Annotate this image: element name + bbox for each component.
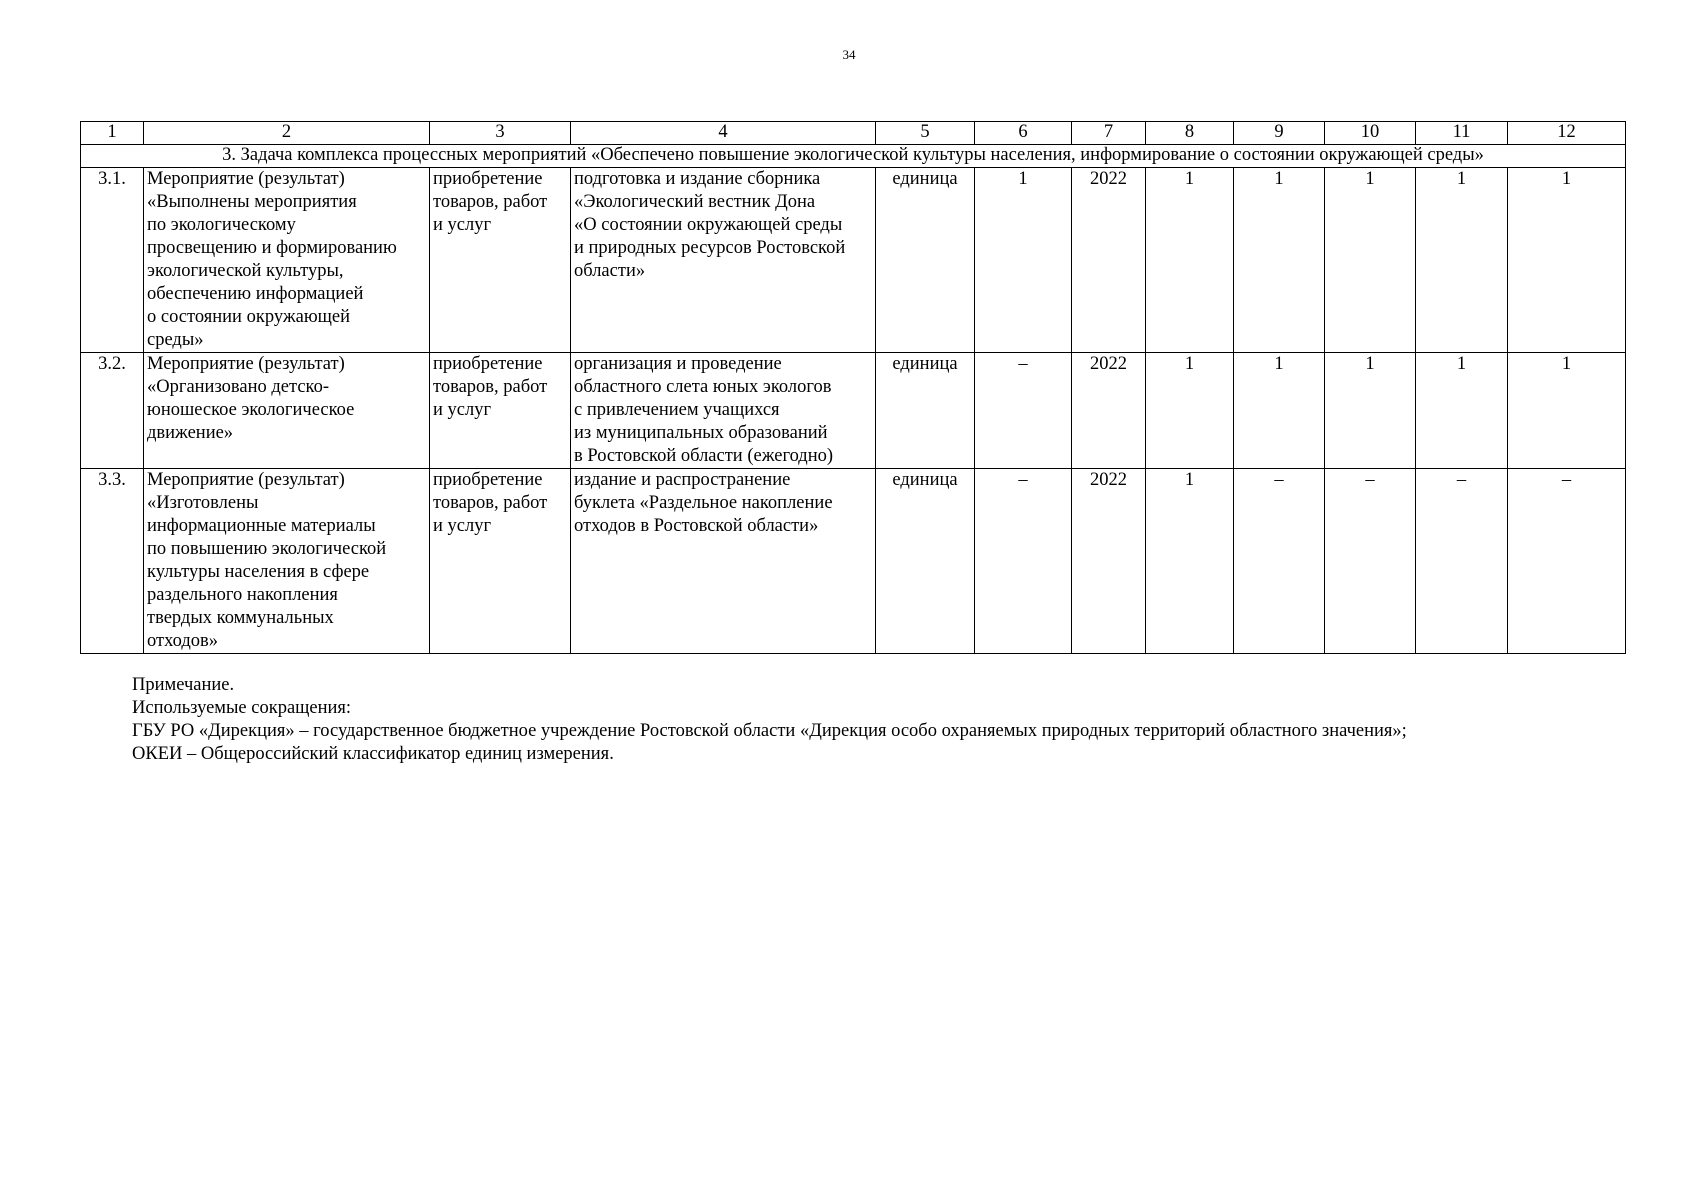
column-header: 4 (571, 122, 876, 145)
column-header: 10 (1325, 122, 1416, 145)
activities-table (80, 121, 1626, 654)
unit-cell: единица (876, 353, 975, 469)
footnote (132, 674, 1407, 766)
activity-name: Мероприятие (результат) «Изготовлены информационные материалы по повышению экологической культуры населения в сфере раздельного накопления твердых коммунальных отходов» (144, 469, 430, 654)
activity-name: Мероприятие (результат) «Выполнены мероприятия по экологическому просвещению и формированию экологической культуры, обеспечению информацией о состоянии окружающей среды» (144, 168, 430, 353)
column-header: 8 (1146, 122, 1234, 145)
value-cell: – (975, 353, 1072, 469)
activity-description: издание и распространение буклета «Раздельное накопление отходов в Ростовской области» (571, 469, 876, 654)
activity-type: приобретение товаров, работ и услуг (430, 168, 571, 353)
year-cell: 2022 (1072, 353, 1146, 469)
table-row (81, 469, 1626, 654)
table-row (81, 353, 1626, 469)
column-number-row (81, 122, 1626, 145)
unit-cell: единица (876, 469, 975, 654)
year-cell: 2022 (1072, 469, 1146, 654)
section-title: 3. Задача комплекса процессных мероприятий «Обеспечено повышение экологической культуры населения, информирование о состоянии окружающей среды» (81, 145, 1626, 168)
section-row (81, 145, 1626, 168)
column-header: 6 (975, 122, 1072, 145)
value-cell: 1 (1508, 353, 1626, 469)
year-cell: 2022 (1072, 168, 1146, 353)
activity-name: Мероприятие (результат) «Организовано детско- юношеское экологическое движение» (144, 353, 430, 469)
value-cell: 1 (1416, 353, 1508, 469)
abbreviation-line: ОКЕИ – Общероссийский классификатор единиц измерения. (132, 744, 614, 764)
value-cell: 1 (975, 168, 1072, 353)
column-header: 12 (1508, 122, 1626, 145)
row-number: 3.3. (81, 469, 144, 654)
value-cell: 1 (1146, 469, 1234, 654)
note-title: Примечание. (132, 675, 235, 695)
abbreviation-line: ГБУ РО «Дирекция» – государственное бюджетное учреждение Ростовской области «Дирекция особо охраняемых природных территорий областного значения»; (132, 721, 1407, 741)
value-cell: – (975, 469, 1072, 654)
value-cell: 1 (1146, 353, 1234, 469)
table-row (81, 168, 1626, 353)
value-cell: – (1234, 469, 1325, 654)
value-cell: – (1508, 469, 1626, 654)
column-header: 1 (81, 122, 144, 145)
activity-type: приобретение товаров, работ и услуг (430, 353, 571, 469)
unit-cell: единица (876, 168, 975, 353)
value-cell: – (1416, 469, 1508, 654)
value-cell: 1 (1416, 168, 1508, 353)
abbreviations-intro: Используемые сокращения: (132, 698, 352, 718)
value-cell: 1 (1508, 168, 1626, 353)
row-number: 3.2. (81, 353, 144, 469)
value-cell: 1 (1234, 353, 1325, 469)
value-cell: 1 (1234, 168, 1325, 353)
activity-type: приобретение товаров, работ и услуг (430, 469, 571, 654)
activity-description: организация и проведение областного слета юных экологов с привлечением учащихся из муниципальных образований в Ростовской области (ежегодно) (571, 353, 876, 469)
activity-description: подготовка и издание сборника «Экологический вестник Дона «О состоянии окружающей среды и природных ресурсов Ростовской области» (571, 168, 876, 353)
column-header: 3 (430, 122, 571, 145)
column-header: 9 (1234, 122, 1325, 145)
value-cell: 1 (1325, 168, 1416, 353)
value-cell: 1 (1146, 168, 1234, 353)
row-number: 3.1. (81, 168, 144, 353)
value-cell: 1 (1325, 353, 1416, 469)
column-header: 2 (144, 122, 430, 145)
column-header: 5 (876, 122, 975, 145)
column-header: 7 (1072, 122, 1146, 145)
page-number: 34 (842, 47, 856, 62)
column-header: 11 (1416, 122, 1508, 145)
value-cell: – (1325, 469, 1416, 654)
